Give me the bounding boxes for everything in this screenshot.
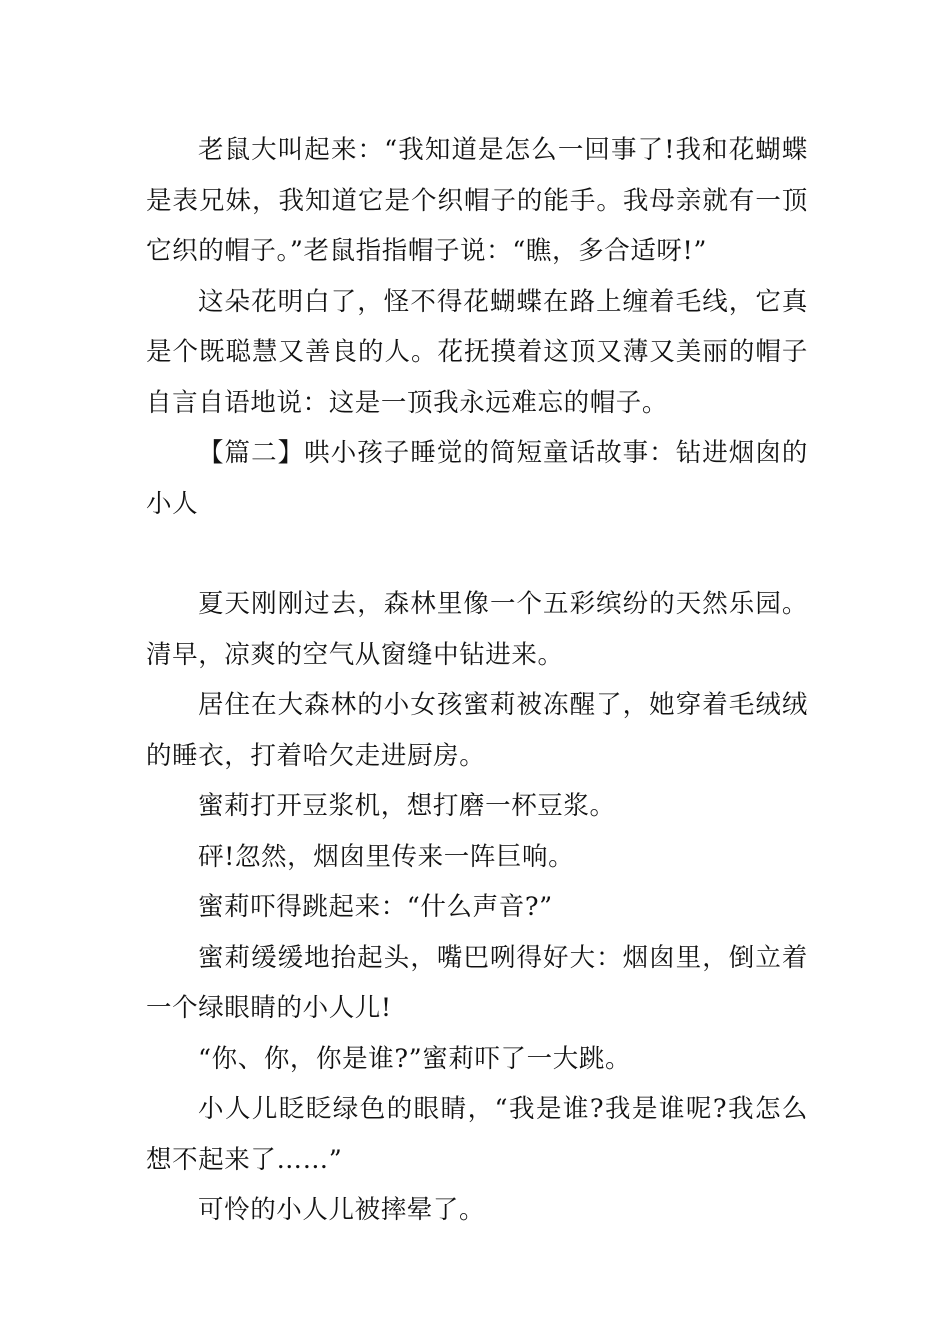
paragraph-gap <box>146 529 808 579</box>
paragraph-flower-understands: 这朵花明白了，怪不得花蝴蝶在路上缠着毛线，它真是个既聪慧又善良的人。花抚摸着这顶又薄又美丽的帽子自言自语地说：这是一顶我永远难忘的帽子。 <box>146 286 808 418</box>
paragraph-little-man: 蜜莉缓缓地抬起头，嘴巴咧得好大：烟囱里，倒立着一个绿眼睛的小人儿! <box>146 942 808 1023</box>
paragraph-milly-wakes: 居住在大森林的小女孩蜜莉被冻醒了，她穿着毛绒绒的睡衣，打着哈欠走进厨房。 <box>146 690 808 771</box>
paragraph-what-sound: 蜜莉吓得跳起来：“什么声音?” <box>198 892 553 922</box>
paragraph-green-eyes: 小人儿眨眨绿色的眼睛，“我是谁?我是谁呢?我怎么想不起来了……” <box>146 1094 808 1175</box>
paragraph-soy-milk: 蜜莉打开豆浆机，想打磨一杯豆浆。 <box>198 791 616 821</box>
paragraph-dizzy: 可怜的小人儿被摔晕了。 <box>198 1195 486 1225</box>
story-body <box>146 125 808 1236</box>
paragraph-mouse-explains: 老鼠大叫起来：“我知道是怎么一回事了!我和花蝴蝶是表兄妹，我知道它是个织帽子的能手。我母亲就有一顶它织的帽子。”老鼠指指帽子说：“瞧，多合适呀!” <box>146 135 808 266</box>
paragraph-who-are-you: “你、你，你是谁?”蜜莉吓了一大跳。 <box>198 1043 632 1074</box>
paragraph-bang: 砰!忽然，烟囱里传来一阵巨响。 <box>198 841 575 872</box>
paragraph-summer-forest: 夏天刚刚过去，森林里像一个五彩缤纷的天然乐园。清早，凉爽的空气从窗缝中钻进来。 <box>146 589 808 670</box>
section-heading: 【篇二】哄小孩子睡觉的简短童话故事：钻进烟囱的小人 <box>146 438 808 519</box>
